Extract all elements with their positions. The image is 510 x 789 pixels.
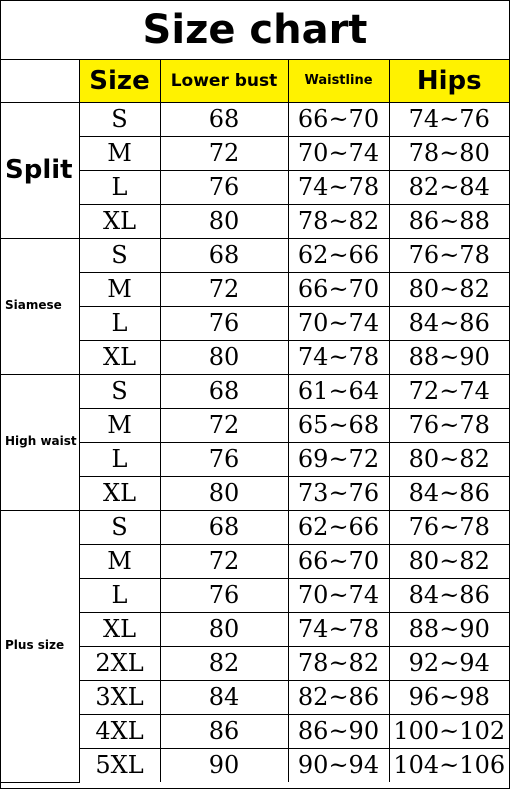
- hips-cell: 76~78: [389, 408, 509, 442]
- hips-cell: 104~106: [389, 748, 509, 782]
- size-cell: L: [79, 578, 160, 612]
- hips-cell: 84~86: [389, 476, 509, 510]
- size-cell: XL: [79, 204, 160, 238]
- waistline-cell: 65~68: [288, 408, 389, 442]
- hips-cell: 88~90: [389, 612, 509, 646]
- hips-cell: 80~82: [389, 272, 509, 306]
- lower-bust-cell: 76: [160, 306, 288, 340]
- size-table-body: [1, 60, 509, 782]
- size-cell: L: [79, 306, 160, 340]
- size-cell: L: [79, 442, 160, 476]
- table-row: [1, 510, 509, 544]
- waistline-cell: 86~90: [288, 714, 389, 748]
- size-cell: S: [79, 374, 160, 408]
- table-row: [1, 102, 509, 136]
- waistline-cell: 78~82: [288, 204, 389, 238]
- waistline-cell: 66~70: [288, 272, 389, 306]
- waistline-cell: 62~66: [288, 510, 389, 544]
- size-cell: 4XL: [79, 714, 160, 748]
- lower-bust-cell: 80: [160, 612, 288, 646]
- size-cell: 2XL: [79, 646, 160, 680]
- waistline-cell: 69~72: [288, 442, 389, 476]
- lower-bust-cell: 68: [160, 238, 288, 272]
- lower-bust-cell: 72: [160, 272, 288, 306]
- table-row: [1, 374, 509, 408]
- size-cell: S: [79, 510, 160, 544]
- size-cell: XL: [79, 340, 160, 374]
- lower-bust-cell: 76: [160, 442, 288, 476]
- hips-cell: 82~84: [389, 170, 509, 204]
- header-hips: Hips: [389, 60, 509, 102]
- lower-bust-cell: 90: [160, 748, 288, 782]
- waistline-cell: 62~66: [288, 238, 389, 272]
- waistline-cell: 70~74: [288, 306, 389, 340]
- size-cell: S: [79, 238, 160, 272]
- header-blank-cell: [1, 60, 79, 102]
- hips-cell: 78~80: [389, 136, 509, 170]
- size-cell: L: [79, 170, 160, 204]
- waistline-cell: 66~70: [288, 544, 389, 578]
- group-label: Split: [1, 102, 79, 238]
- size-cell: 5XL: [79, 748, 160, 782]
- lower-bust-cell: 76: [160, 170, 288, 204]
- lower-bust-cell: 68: [160, 102, 288, 136]
- waistline-cell: 74~78: [288, 612, 389, 646]
- size-cell: 3XL: [79, 680, 160, 714]
- hips-cell: 96~98: [389, 680, 509, 714]
- waistline-cell: 82~86: [288, 680, 389, 714]
- lower-bust-cell: 72: [160, 408, 288, 442]
- hips-cell: 84~86: [389, 306, 509, 340]
- hips-cell: 74~76: [389, 102, 509, 136]
- waistline-cell: 78~82: [288, 646, 389, 680]
- table-row: [1, 238, 509, 272]
- group-label: Plus size: [1, 510, 79, 782]
- header-size: Size: [79, 60, 160, 102]
- lower-bust-cell: 72: [160, 544, 288, 578]
- size-cell: M: [79, 136, 160, 170]
- waistline-cell: 70~74: [288, 136, 389, 170]
- group-label: High waist: [1, 374, 79, 510]
- size-cell: S: [79, 102, 160, 136]
- header-waistline: Waistline: [288, 60, 389, 102]
- size-cell: M: [79, 408, 160, 442]
- waistline-cell: 70~74: [288, 578, 389, 612]
- hips-cell: 92~94: [389, 646, 509, 680]
- lower-bust-cell: 72: [160, 136, 288, 170]
- lower-bust-cell: 68: [160, 374, 288, 408]
- lower-bust-cell: 80: [160, 340, 288, 374]
- size-table: [1, 60, 509, 783]
- waistline-cell: 73~76: [288, 476, 389, 510]
- lower-bust-cell: 84: [160, 680, 288, 714]
- hips-cell: 72~74: [389, 374, 509, 408]
- header-row: [1, 60, 509, 102]
- hips-cell: 86~88: [389, 204, 509, 238]
- hips-cell: 80~82: [389, 442, 509, 476]
- lower-bust-cell: 80: [160, 204, 288, 238]
- lower-bust-cell: 86: [160, 714, 288, 748]
- hips-cell: 84~86: [389, 578, 509, 612]
- hips-cell: 88~90: [389, 340, 509, 374]
- hips-cell: 100~102: [389, 714, 509, 748]
- lower-bust-cell: 68: [160, 510, 288, 544]
- waistline-cell: 74~78: [288, 340, 389, 374]
- lower-bust-cell: 76: [160, 578, 288, 612]
- waistline-cell: 90~94: [288, 748, 389, 782]
- hips-cell: 76~78: [389, 510, 509, 544]
- lower-bust-cell: 80: [160, 476, 288, 510]
- size-cell: M: [79, 272, 160, 306]
- lower-bust-cell: 82: [160, 646, 288, 680]
- size-cell: XL: [79, 476, 160, 510]
- waistline-cell: 61~64: [288, 374, 389, 408]
- size-cell: XL: [79, 612, 160, 646]
- hips-cell: 76~78: [389, 238, 509, 272]
- header-lower-bust: Lower bust: [160, 60, 288, 102]
- hips-cell: 80~82: [389, 544, 509, 578]
- size-cell: M: [79, 544, 160, 578]
- waistline-cell: 74~78: [288, 170, 389, 204]
- waistline-cell: 66~70: [288, 102, 389, 136]
- group-label: Siamese: [1, 238, 79, 374]
- chart-title: Size chart: [1, 1, 509, 60]
